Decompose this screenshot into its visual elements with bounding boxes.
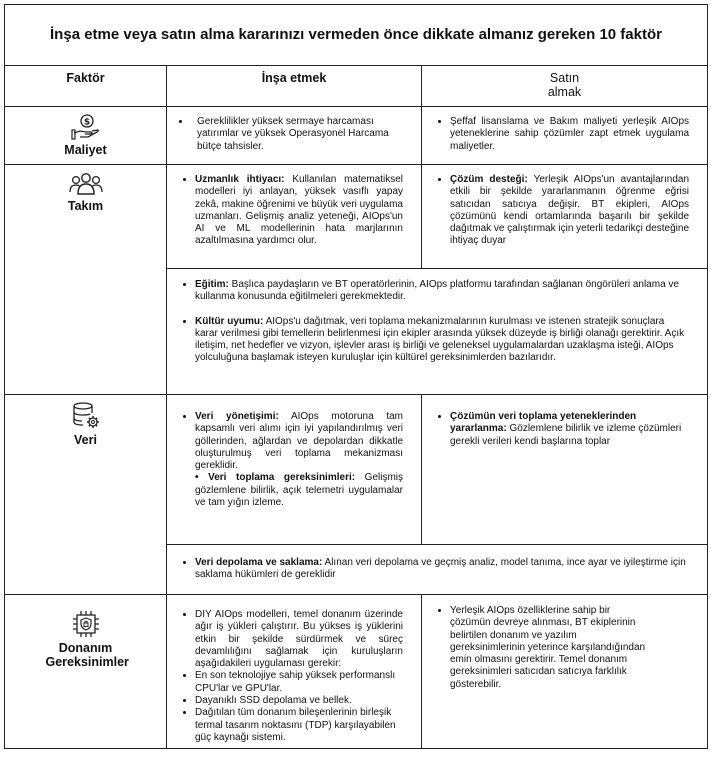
cost-buy-cell <box>422 107 708 165</box>
data-governance-text: AIOps motoruna tam kapsamlı veri alımı için iyi yapılandırılmış veri göllerinden, ağlardan ve depolardan dikkatle oluşturulmuş veri toplama mekanizması gereklidir. <box>195 411 403 472</box>
cost-build-cell <box>167 107 422 165</box>
hardware-build-ssd: Dayanıklı SSD depolama ve bellek. <box>195 695 352 707</box>
data-storage-label: Veri depolama ve saklama: <box>195 557 323 568</box>
team-icon <box>69 171 103 197</box>
database-gear-icon <box>71 401 101 431</box>
team-build-cell <box>167 165 422 269</box>
factor-team: Takım <box>5 165 167 395</box>
data-governance-label: Veri yönetişimi: <box>195 411 279 422</box>
svg-text:$: $ <box>83 117 90 128</box>
page-title: İnşa etme veya satın alma kararınızı vermeden önce dikkate almanız gereken 10 faktör <box>5 5 708 66</box>
hardware-build-power: Dağıtılan tüm donanım bileşenlerinin birleşik termal tasarım noktasını (TDP) karşılayabilen güç kaynağı sistemi. <box>195 707 396 743</box>
team-training-text: Başlıca paydaşların ve BT operatörlerinin, AIOps platformu tarafından sağlanan öngörüleri anlama ve kullanma konusunda eğitilmeleri gerekmektedir. <box>195 279 679 303</box>
header-buy: Satın almak <box>422 66 708 107</box>
team-culture-text: AIOps'u dağıtmak, veri toplama mekanizmalarının kurulması ve istenen stratejik sonuçlara karar verilmesi gibi temellerin belirlenmesi için ekipler arasında yüksek düzeyde iş birliği olanağı gerektirir. Açık iletişim, net hedefler ve vizyon, işlevler arası iş birliği ve geleneksel uygulamalardan uzaklaşma isteği, AIOps yolculuğuna başlamak isteyen kuruluşlar için kültürel gereksinimlerden bazılarıdır. <box>195 315 685 364</box>
hardware-buy-cell <box>422 595 708 749</box>
money-hand-icon <box>71 113 101 141</box>
factor-data: Veri <box>5 395 167 595</box>
factor-hardware: Donanım Gereksinimler <box>5 595 167 749</box>
hardware-build-cpu: En son teknolojiye sahip yüksek performanslı CPU'lar ve GPU'lar. <box>195 670 396 694</box>
team-buy-text: Yerleşik AIOps'un avantajlarından etkili bir şekilde yararlanmanın öğrenme eğrisi satıcıdan satıcıya değişir. BT ekipleri, AIOps çözümünü kendi ortamlarında başarılı bir şekilde dağıtmak ve çalıştırmak için yeterli tedarikçi desteğine ihtiyaç duyar <box>450 174 690 247</box>
factor-cost: $ Maliyet <box>5 107 167 165</box>
data-buy-text: Gözlemlene bilirlik ve izleme çözümleri gerekli verileri kendi başlarına toplar <box>450 423 682 447</box>
hardware-build-intro: DIY AIOps modelleri, temel donanım üzerinde ağır iş yükleri çalıştırır. Bu yükses iş yüklerini etkin bir şekilde sürdürmek ve süreç devamlılığını sağlamak için kuruluşların aşağıdakileri uygulaması gerekir: <box>195 609 403 670</box>
team-culture-label: Kültür uyumu: <box>195 315 264 327</box>
comparison-table <box>4 4 708 749</box>
document <box>4 4 707 778</box>
team-shared-cell <box>167 269 708 395</box>
header-factor: Faktör <box>5 66 167 107</box>
hardware-build-cell <box>167 595 422 749</box>
hardware-buy-text: Yerleşik AIOps özelliklerine sahip bir çözümün devreye alınması, BT ekiplerinin belirtilen donanım ve yazılım gereksinimlerinin yeterince karşılandığından emin olmasını gerektirir. Temel donanım gereksinimleri satıcıdan satıcıya farklılık gösterebilir. <box>450 605 646 690</box>
team-buy-label: Çözüm desteği: <box>450 174 528 185</box>
team-training-label: Eğitim: <box>195 279 229 290</box>
header-build: İnşa etmek <box>167 66 422 107</box>
data-buy-label: Çözümün veri toplama yeteneklerinden yararlanma: <box>450 411 637 435</box>
data-collection-text: Gelişmiş gözlemlene bilirlik, açık telemetri uygulamalar ve tam yığın izleme. <box>195 472 404 509</box>
data-storage-text: Alınan veri depolama ve geçmiş analiz, model tanıma, ince ayar ve iyileştirme için saklama hükümleri de gereklidir <box>195 557 686 581</box>
team-build-label: Uzmanlık ihtiyacı: <box>195 174 285 185</box>
chip-shield-icon <box>71 609 101 639</box>
data-shared-cell <box>167 545 708 595</box>
team-buy-cell <box>422 165 708 269</box>
team-build-text: Kullanılan matematiksel modelleri iyi anlayan, yüksek vasıflı yapay zekâ, makine öğrenimi ve büyük veri uygulama uzmanları. Gelişmiş analiz yeteneği, AIOps'un AI ve ML modellerinin hata marjlarının azaltılmasına yardımcı olur. <box>195 174 403 247</box>
data-buy-cell <box>422 395 708 545</box>
cost-buy-text: Şeffaf lisanslama ve Bakım maliyeti yerleşik AIOps yeteneklerine sahip çözümler zapt etmek uygulama maliyetler. <box>450 116 690 152</box>
data-build-cell <box>167 395 422 545</box>
cost-build-text: Gereklilikler yüksek sermaye harcaması yatırımlar ve yüksek Operasyonel Harcama bütçe tahsisler. <box>197 116 389 152</box>
data-collection-label: • Veri toplama gereksinimleri: <box>195 472 356 484</box>
